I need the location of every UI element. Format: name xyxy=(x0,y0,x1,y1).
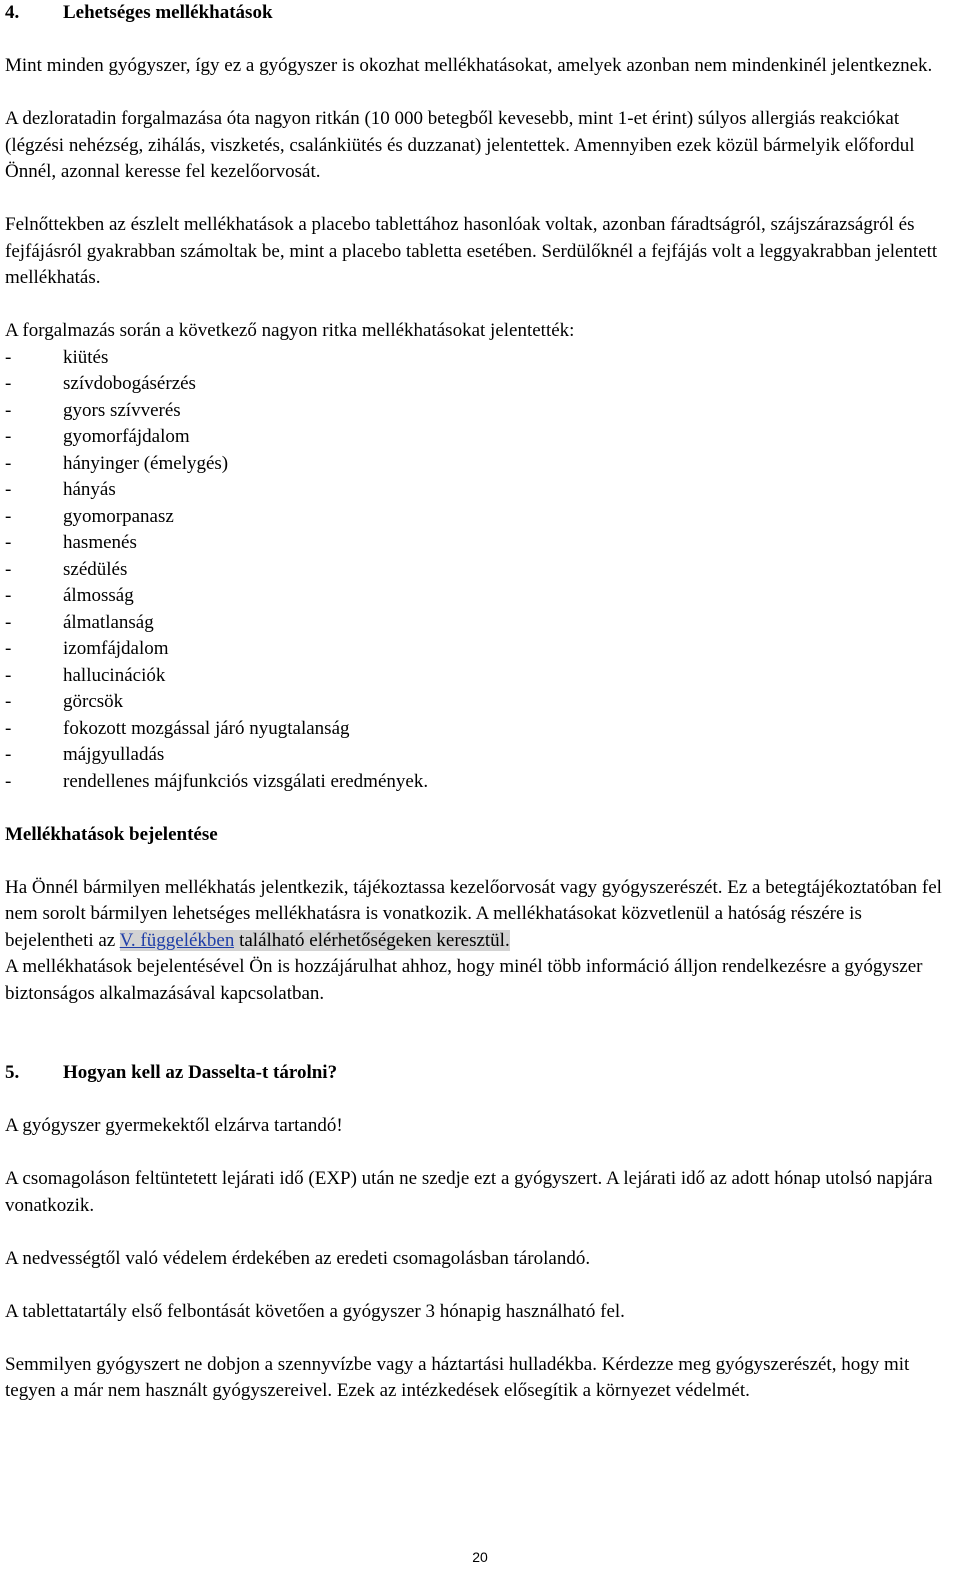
storage-paragraph: A csomagoláson feltüntetett lejárati idő (EXP) után ne szedje ezt a gyógyszert. A lejárati idő az adott hónap utolsó napjára vonatkozik. xyxy=(5,1168,933,1216)
reporting-heading: Mellékhatások bejelentése xyxy=(5,823,218,845)
list-item: - hányás xyxy=(5,479,116,500)
page-number: 20 xyxy=(472,1549,488,1565)
list-item: - fokozott mozgással járó nyugtalanság xyxy=(5,717,350,739)
storage-paragraph: A nedvességtől való védelem érdekében az eredeti csomagolásban tárolandó. xyxy=(5,1247,591,1269)
section-5-heading xyxy=(5,1060,950,1087)
intro-paragraph: Mint minden gyógyszer, így ez a gyógyszer is okozhat mellékhatásokat, amelyek azonban nem mindenkinél jelentkeznek. xyxy=(5,55,933,76)
document-page xyxy=(5,0,950,1405)
section-title: Hogyan kell az Dasselta-t tárolni? xyxy=(63,1062,338,1083)
postmarketing-intro: A forgalmazás során a következő nagyon ritka mellékhatásokat jelentették: xyxy=(5,320,575,341)
list-item: - görcsök xyxy=(5,691,124,712)
list-item: - szédülés xyxy=(5,558,128,580)
list-item: - gyors szívverés xyxy=(5,399,181,421)
side-effects-list xyxy=(5,345,950,796)
list-item: - álmatlanság xyxy=(5,611,154,633)
list-item: - hányinger (émelygés) xyxy=(5,452,229,474)
list-item: - hasmenés xyxy=(5,532,137,553)
list-item: - hallucinációk xyxy=(5,664,166,686)
list-item: - májgyulladás xyxy=(5,744,165,765)
section-title: Lehetséges mellékhatások xyxy=(63,2,273,23)
storage-paragraph: A tablettatartály első felbontását követően a gyógyszer 3 hónapig használható fel. xyxy=(5,1300,625,1322)
list-item: - gyomorfájdalom xyxy=(5,426,190,447)
reporting-paragraph: Ha Önnél bármilyen mellékhatás jelentkezik, tájékoztassa kezelőorvosát vagy gyógyszerészét. Ez a betegtájékoztatóban fel nem sorolt bármilyen lehetséges mellékhatásra is vonatkozik. A mellékhatásokat közvetlenül a hatóság részére is bejelentheti az V. függelékben található elérhetőségeken keresztül. xyxy=(5,876,942,951)
section-number: 4. xyxy=(5,2,20,23)
list-item: - szívdobogásérzés xyxy=(5,373,196,394)
list-item: - kiütés xyxy=(5,346,109,368)
appendix-v-link[interactable]: V. függelékben xyxy=(119,929,235,951)
section-4-heading xyxy=(5,0,950,27)
adults-paragraph: Felnőttekben az észlelt mellékhatások a placebo tablettához hasonlóak voltak, azonban fáradtságról, szájszárazságról és fejfájásról gyakrabban számoltak be, mint a placebo tabletta esetében. Serdülőknél a fejfájás volt a leggyakrabban jelentett mellékhatás. xyxy=(5,214,938,288)
section-number: 5. xyxy=(5,1062,20,1083)
storage-paragraph: A gyógyszer gyermekektől elzárva tartandó! xyxy=(5,1115,343,1136)
reporting-closing: A mellékhatások bejelentésével Ön is hozzájárulhat ahhoz, hogy minél több információ álljon rendelkezésre a gyógyszer biztonságos alkalmazásával kapcsolatban. xyxy=(5,956,923,1004)
storage-paragraph: Semmilyen gyógyszert ne dobjon a szennyvízbe vagy a háztartási hulladékba. Kérdezze meg gyógyszerészét, hogy mit tegyen a már nem használt gyógyszereivel. Ezek az intézkedések elősegítik a környezet védelmét. xyxy=(5,1353,910,1401)
list-item: - gyomorpanasz xyxy=(5,505,174,527)
list-item: - álmosság xyxy=(5,585,134,606)
list-item: - rendellenes májfunkciós vizsgálati eredmények. xyxy=(5,770,429,792)
allergy-paragraph: A dezloratadin forgalmazása óta nagyon ritkán (10 000 betegből kevesebb, mint 1-et érint) súlyos allergiás reakciókat (légzési nehézség, zihálás, viszketés, csalánkiütés és duzzanat) jelentettek. Amennyiben ezek közül bármelyik előfordul Önnél, azonnal keresse fel kezelőorvosát. xyxy=(5,108,915,182)
list-item: - izomfájdalom xyxy=(5,638,169,659)
